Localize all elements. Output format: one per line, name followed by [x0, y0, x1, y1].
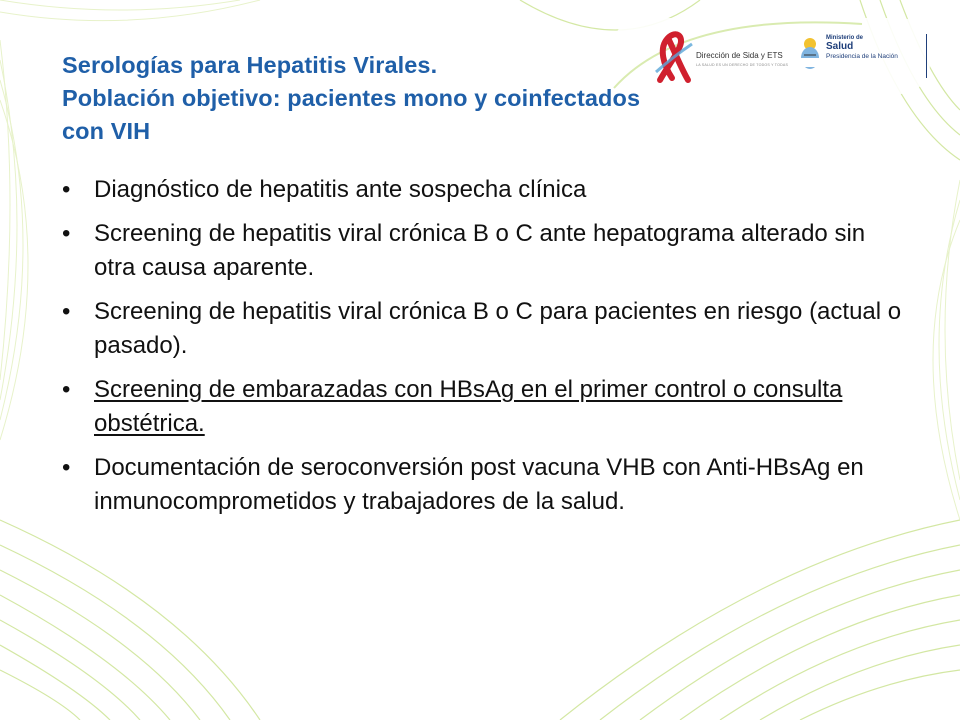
bullet-text-underlined: Screening de embarazadas con HBsAg en el primer control o consulta obstétrica. [94, 376, 843, 437]
salud-label: Salud [826, 41, 854, 52]
bullet-item [62, 173, 912, 207]
bullet-item [62, 295, 912, 363]
title-line-2: Población objetivo: pacientes mono y coinfectados [62, 85, 641, 111]
bullet-icon: • [62, 176, 71, 203]
sida-ets-logo-tagline: LA SALUD ES UN DERECHO DE TODOS Y TODAS [696, 63, 789, 67]
title-line-3: con VIH [62, 118, 151, 144]
bullet-item [62, 373, 912, 441]
bullet-icon: • [62, 220, 71, 247]
ministerio-label: Ministerio de [826, 35, 864, 41]
bullet-item [62, 217, 912, 285]
slide-title [62, 49, 882, 148]
bullet-icon: • [62, 454, 71, 481]
bullet-list [62, 173, 912, 529]
sida-ets-logo-text: Dirección de Sida y ETS [696, 51, 783, 60]
presidencia-label: Presidencia de la Nación [826, 53, 898, 60]
bullet-item [62, 451, 912, 519]
bullet-text: Diagnóstico de hepatitis ante sospecha clínica [94, 176, 587, 203]
bullet-icon: • [62, 376, 71, 403]
title-line-1: Serologías para Hepatitis Virales. [62, 52, 438, 78]
bullet-icon: • [62, 298, 71, 325]
bullet-text: Documentación de seroconversión post vacuna VHB con Anti-HBsAg en inmunocomprometidos y trabajadores de la salud. [94, 454, 864, 515]
bullet-text: Screening de hepatitis viral crónica B o C para pacientes en riesgo (actual o pasado). [94, 298, 902, 359]
bullet-text: Screening de hepatitis viral crónica B o C ante hepatograma alterado sin otra causa aparente. [94, 220, 866, 281]
